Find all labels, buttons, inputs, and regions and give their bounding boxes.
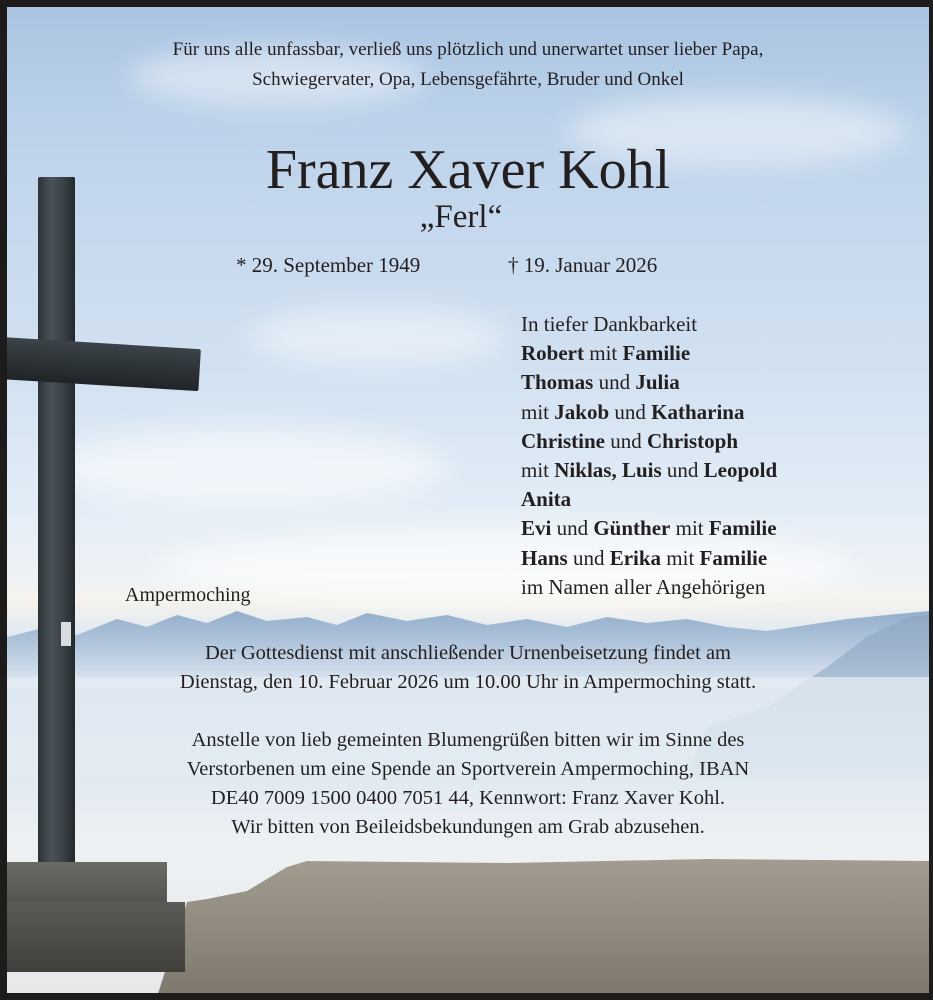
family-connector-text: und (609, 399, 652, 424)
donation-line-2: Verstorbenen um eine Spende an Sportverein Ampermoching, IBAN (186, 758, 750, 780)
cross-beam (7, 337, 201, 391)
family-line (521, 573, 777, 602)
family-connector-text: und (567, 545, 610, 570)
family-member-name: Evi (521, 516, 552, 541)
family-line (521, 544, 777, 573)
family-member-name: Familie (622, 341, 691, 366)
family-connector-text: im Namen aller Angehörigen (521, 574, 766, 599)
family-member-name: Hans (521, 545, 568, 570)
family-member-name: Julia (635, 370, 680, 395)
family-connector-text: mit (583, 341, 623, 366)
family-member-name: Familie (708, 516, 777, 541)
family-member-name: Anita (521, 487, 572, 512)
family-member-name: Christine (521, 428, 605, 453)
service-info (7, 639, 929, 697)
family-line (521, 339, 777, 368)
family-line (521, 368, 777, 397)
donation-line-4: Wir bitten von Beileidsbekundungen am Grab abzusehen. (231, 816, 705, 838)
family-member-name: Erika (609, 545, 662, 570)
family-connector-text: mit (661, 545, 700, 570)
family-connector-text: und (593, 370, 636, 395)
family-line (521, 514, 777, 543)
deceased-nickname: „Ferl“ (419, 199, 503, 235)
service-line-1: Der Gottesdienst mit anschließender Urnenbeisetzung findet am (204, 642, 731, 664)
family-member-name: Robert (521, 341, 584, 366)
donation-line-1: Anstelle von lieb gemeinten Blumengrüßen bitten wir im Sinne des (191, 729, 745, 751)
family-member-name: Christoph (647, 428, 739, 453)
family-connector-text: und (605, 428, 647, 453)
family-member-name: Familie (699, 545, 768, 570)
birth-date: * 29. September 1949 (236, 253, 421, 277)
family-member-name: Katharina (651, 399, 745, 424)
donation-line-3: DE40 7009 1500 0400 7051 44, Kennwort: Franz Xaver Kohl. (210, 787, 726, 809)
family-member-name: Thomas (521, 370, 594, 395)
intro-text (7, 35, 929, 95)
family-member-name: Niklas, Luis (554, 458, 662, 483)
donation-info (7, 726, 929, 842)
family-line (521, 398, 777, 427)
obituary-notice (7, 7, 929, 993)
family-line (521, 310, 777, 339)
deceased-name: Franz Xaver Kohl (265, 139, 671, 201)
family-connector-text: In tiefer Dankbarkeit (521, 312, 698, 336)
place-name: Ampermoching (125, 584, 251, 606)
family-member-name: Jakob (554, 399, 610, 424)
family-line (521, 456, 777, 485)
death-date: † 19. Januar 2026 (508, 253, 658, 277)
family-member-name: Günther (593, 516, 671, 541)
intro-line-2: Schwiegervater, Opa, Lebensgefährte, Bruder und Onkel (252, 69, 684, 90)
family-member-name: Leopold (703, 458, 778, 483)
family-line (521, 427, 777, 456)
family-line (521, 485, 777, 514)
family-connector-text: und (551, 516, 594, 541)
family-connector-text: mit (670, 516, 709, 541)
family-connector-text: und (661, 458, 704, 483)
cloud (47, 427, 447, 507)
family-connector-text: mit (521, 399, 555, 424)
family-list (521, 310, 777, 602)
cloud (247, 307, 507, 367)
cross-base-step (7, 902, 185, 972)
service-line-2: Dienstag, den 10. Februar 2026 um 10.00 Uhr in Ampermoching statt. (179, 671, 757, 693)
intro-line-1: Für uns alle unfassbar, verließ uns plötzlich und unerwartet unser lieber Papa, (172, 39, 764, 60)
family-connector-text: mit (521, 458, 555, 483)
